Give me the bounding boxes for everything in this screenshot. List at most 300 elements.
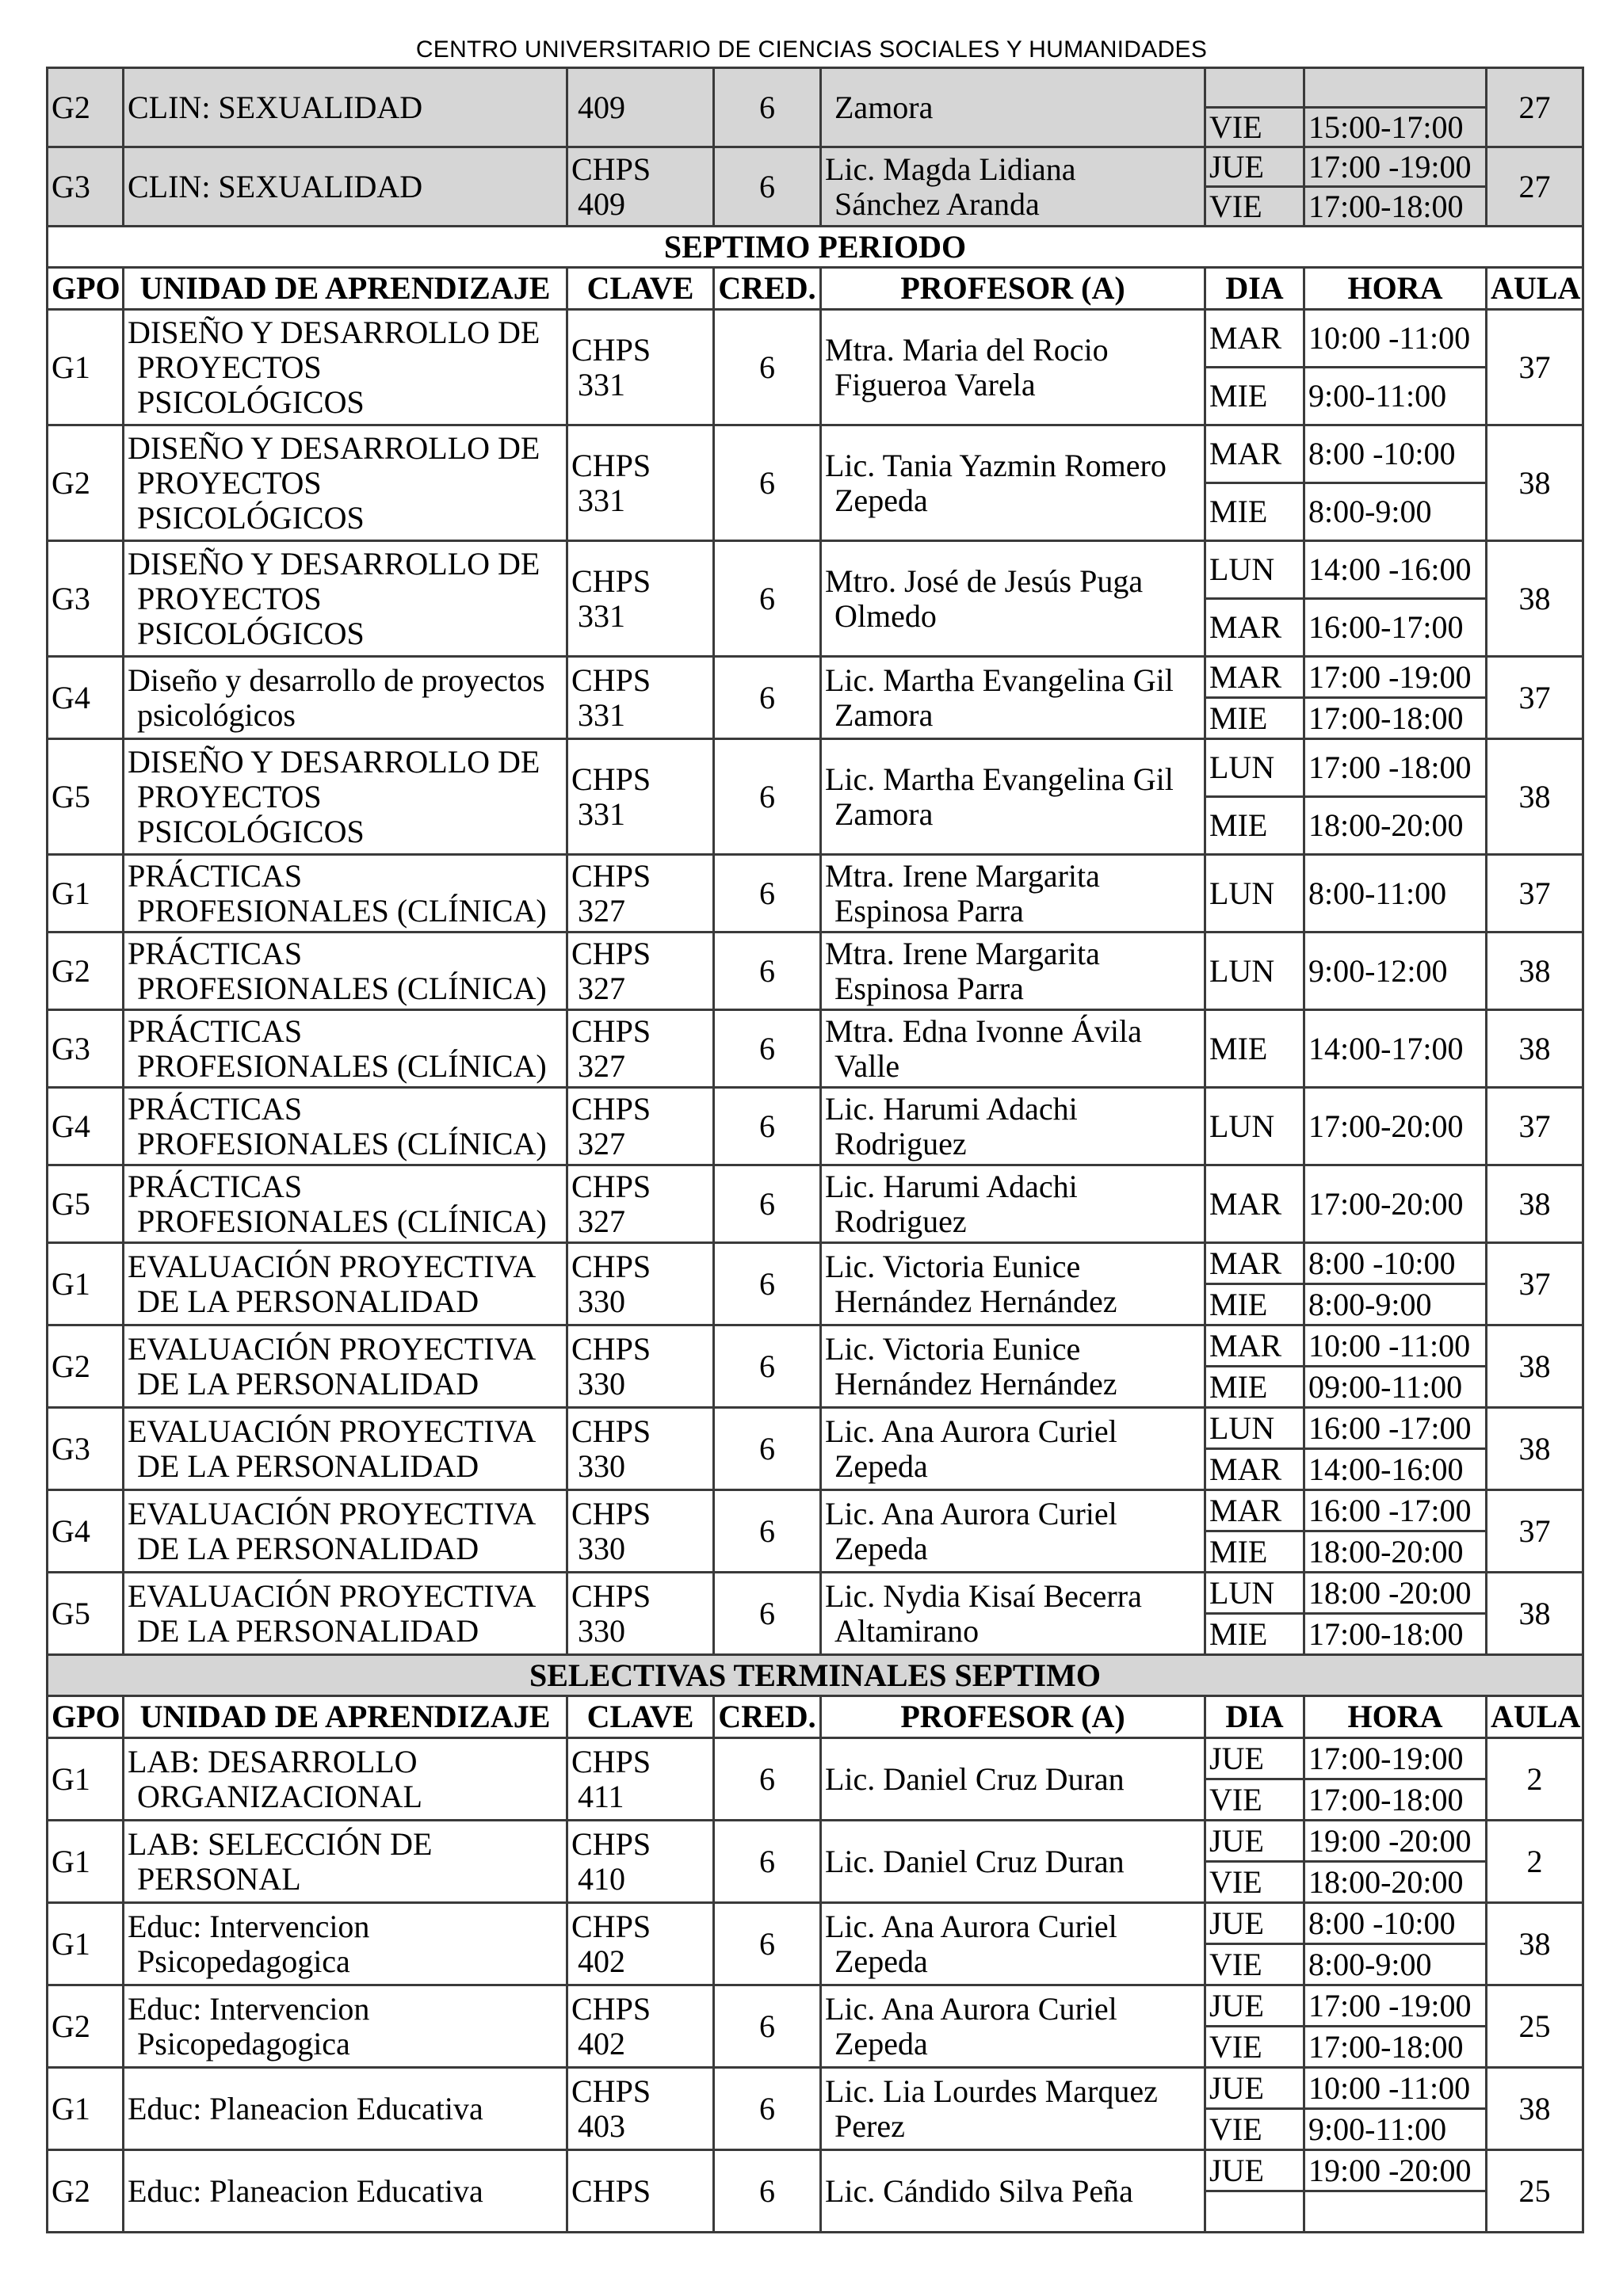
credits-cell: 6 bbox=[714, 657, 821, 739]
credits-cell: 6 bbox=[714, 1903, 821, 1985]
professor-cell-line: Mtra. Irene Margarita bbox=[825, 935, 1100, 971]
professor-cell-line: Zepeda bbox=[834, 1447, 928, 1484]
credits-cell: 6 bbox=[714, 1243, 821, 1325]
subject-cell bbox=[124, 1738, 567, 1821]
day-cell: JUE bbox=[1205, 1985, 1304, 2027]
table-row bbox=[48, 2068, 1583, 2109]
subject-cell-line: PROYECTOS bbox=[137, 349, 322, 385]
day-cell: MAR bbox=[1205, 1165, 1304, 1243]
professor-cell bbox=[821, 310, 1205, 425]
section-title: SEPTIMO PERIODO bbox=[48, 227, 1583, 268]
professor-cell-line: Lic. Cándido Silva Peña bbox=[825, 2172, 1133, 2209]
professor-cell-line: Lic. Martha Evangelina Gil bbox=[825, 761, 1174, 797]
table-row bbox=[48, 1010, 1583, 1088]
day-cell: MIE bbox=[1205, 1284, 1304, 1325]
selectivas-section bbox=[48, 1655, 1583, 2233]
subject-cell-line: DISEÑO Y DESARROLLO DE bbox=[128, 314, 540, 350]
professor-cell-line: Lic. Victoria Eunice bbox=[825, 1330, 1081, 1367]
day-cell: LUN bbox=[1205, 933, 1304, 1010]
subject-cell bbox=[124, 1243, 567, 1325]
professor-cell-line: Lic. Martha Evangelina Gil bbox=[825, 662, 1174, 698]
subject-cell bbox=[124, 1088, 567, 1165]
time-cell bbox=[1304, 2191, 1487, 2233]
time-cell: 8:00 -10:00 bbox=[1304, 1903, 1487, 1944]
professor-cell-line: Perez bbox=[834, 2107, 905, 2144]
time-cell: 14:00-16:00 bbox=[1304, 1449, 1487, 1490]
room-cell: 37 bbox=[1487, 310, 1583, 425]
professor-cell bbox=[821, 541, 1205, 657]
professor-cell bbox=[821, 1903, 1205, 1985]
credits-cell: 6 bbox=[714, 2150, 821, 2233]
table-row bbox=[48, 147, 1583, 187]
time-cell: 17:00-20:00 bbox=[1304, 1165, 1487, 1243]
time-cell: 8:00 -10:00 bbox=[1304, 425, 1487, 483]
table-row bbox=[48, 310, 1583, 368]
professor-cell-line: Lic. Tania Yazmin Romero bbox=[825, 447, 1167, 483]
course-key-cell bbox=[567, 1010, 714, 1088]
course-key-cell-line: 402 bbox=[578, 2025, 625, 2061]
table-row bbox=[48, 1985, 1583, 2027]
time-cell: 16:00 -17:00 bbox=[1304, 1408, 1487, 1449]
course-key-cell-line: 327 bbox=[578, 1203, 625, 1239]
room-cell: 38 bbox=[1487, 1325, 1583, 1408]
room-cell: 38 bbox=[1487, 1165, 1583, 1243]
professor-cell-line: Lic. Magda Lidiana bbox=[825, 151, 1076, 187]
table-row bbox=[48, 425, 1583, 483]
course-key-cell bbox=[567, 2068, 714, 2150]
course-key-cell-line: 331 bbox=[578, 482, 625, 518]
day-cell: VIE bbox=[1205, 187, 1304, 227]
professor-cell-line: Hernández Hernández bbox=[834, 1365, 1117, 1402]
course-key-cell-line: CHPS bbox=[571, 1990, 651, 2027]
professor-cell-line: Lic. Ana Aurora Curiel bbox=[825, 1990, 1117, 2027]
professor-cell-line: Rodriguez bbox=[834, 1125, 967, 1161]
section-title-row bbox=[48, 1655, 1583, 1696]
group-cell: G5 bbox=[48, 739, 124, 855]
professor-cell bbox=[821, 933, 1205, 1010]
professor-cell-line: Mtra. Edna Ivonne Ávila bbox=[825, 1013, 1142, 1049]
subject-cell-line: Diseño y desarrollo de proyectos bbox=[128, 662, 545, 698]
subject-cell-line: DISEÑO Y DESARROLLO DE bbox=[128, 743, 540, 780]
day-cell: JUE bbox=[1205, 2068, 1304, 2109]
table-row bbox=[48, 1408, 1583, 1449]
subject-cell-line: ORGANIZACIONAL bbox=[137, 1778, 422, 1814]
column-header-aula: AULA bbox=[1487, 1696, 1583, 1738]
course-key-cell-line: 402 bbox=[578, 1943, 625, 1979]
course-key-cell bbox=[567, 739, 714, 855]
credits-cell: 6 bbox=[714, 310, 821, 425]
room-cell: 38 bbox=[1487, 1010, 1583, 1088]
course-key-cell-line: CHPS bbox=[571, 1168, 651, 1204]
course-key-cell bbox=[567, 1088, 714, 1165]
course-key-cell bbox=[567, 425, 714, 541]
professor-cell-line: Rodriguez bbox=[834, 1203, 967, 1239]
column-header-gpo: GPO bbox=[48, 1696, 124, 1738]
time-cell: 17:00-18:00 bbox=[1304, 1779, 1487, 1821]
subject-cell bbox=[124, 1490, 567, 1573]
time-cell: 09:00-11:00 bbox=[1304, 1367, 1487, 1408]
professor-cell bbox=[821, 2150, 1205, 2233]
column-header-unidad: UNIDAD DE APRENDIZAJE bbox=[124, 1696, 567, 1738]
course-key-cell-line: CHPS bbox=[571, 1413, 651, 1449]
course-key-cell bbox=[567, 657, 714, 739]
professor-cell-line: Mtra. Irene Margarita bbox=[825, 857, 1100, 894]
professor-cell bbox=[821, 1985, 1205, 2068]
room-cell: 2 bbox=[1487, 1738, 1583, 1821]
course-key-cell bbox=[567, 147, 714, 227]
table-row bbox=[48, 1243, 1583, 1284]
course-key-cell bbox=[567, 1243, 714, 1325]
subject-cell-line: Psicopedagogica bbox=[137, 1943, 350, 1979]
group-cell: G1 bbox=[48, 310, 124, 425]
course-key-cell-line: 330 bbox=[578, 1612, 625, 1649]
day-cell: LUN bbox=[1205, 739, 1304, 797]
professor-cell bbox=[821, 1408, 1205, 1490]
course-key-cell-line: CHPS bbox=[571, 1090, 651, 1127]
group-cell: G1 bbox=[48, 1738, 124, 1821]
time-cell: 17:00 -18:00 bbox=[1304, 739, 1487, 797]
subject-cell-line: EVALUACIÓN PROYECTIVA bbox=[128, 1413, 537, 1449]
credits-cell: 6 bbox=[714, 147, 821, 227]
professor-cell bbox=[821, 425, 1205, 541]
room-cell: 38 bbox=[1487, 2068, 1583, 2150]
room-cell: 38 bbox=[1487, 1573, 1583, 1655]
column-header-hora: HORA bbox=[1304, 1696, 1487, 1738]
time-cell: 18:00-20:00 bbox=[1304, 1531, 1487, 1573]
septimo-section bbox=[48, 227, 1583, 1655]
section-title: SELECTIVAS TERMINALES SEPTIMO bbox=[48, 1655, 1583, 1696]
day-cell: MAR bbox=[1205, 310, 1304, 368]
column-header-profesor: PROFESOR (A) bbox=[821, 268, 1205, 310]
subject-cell-line: PROYECTOS bbox=[137, 464, 322, 501]
subject-cell-line: PSICOLÓGICOS bbox=[137, 615, 365, 651]
credits-cell: 6 bbox=[714, 855, 821, 933]
time-cell: 17:00-18:00 bbox=[1304, 1614, 1487, 1655]
time-cell: 19:00 -20:00 bbox=[1304, 2150, 1487, 2191]
subject-cell bbox=[124, 68, 567, 147]
course-key-cell bbox=[567, 1325, 714, 1408]
column-header-cred: CRED. bbox=[714, 268, 821, 310]
subject-cell-line: PROFESIONALES (CLÍNICA) bbox=[137, 892, 547, 929]
course-key-cell bbox=[567, 1165, 714, 1243]
group-cell: G2 bbox=[48, 68, 124, 147]
subject-cell-line: PROYECTOS bbox=[137, 580, 322, 616]
credits-cell: 6 bbox=[714, 1010, 821, 1088]
professor-cell-line: Lic. Daniel Cruz Duran bbox=[825, 1843, 1125, 1879]
subject-cell-line: PSICOLÓGICOS bbox=[137, 813, 365, 849]
group-cell: G5 bbox=[48, 1573, 124, 1655]
time-cell: 16:00 -17:00 bbox=[1304, 1490, 1487, 1531]
column-header-cred: CRED. bbox=[714, 1696, 821, 1738]
professor-cell-line: Zamora bbox=[834, 89, 934, 125]
room-cell: 38 bbox=[1487, 1903, 1583, 1985]
course-key-cell-line: CHPS bbox=[571, 935, 651, 971]
room-cell: 27 bbox=[1487, 147, 1583, 227]
professor-cell-line: Sánchez Aranda bbox=[834, 185, 1040, 222]
course-key-cell-line: CHPS bbox=[571, 1908, 651, 1944]
time-cell: 17:00-18:00 bbox=[1304, 698, 1487, 739]
subject-cell bbox=[124, 657, 567, 739]
course-key-cell bbox=[567, 1738, 714, 1821]
day-cell: VIE bbox=[1205, 1779, 1304, 1821]
course-key-cell-line: 409 bbox=[578, 185, 625, 222]
credits-cell: 6 bbox=[714, 739, 821, 855]
time-cell: 18:00-20:00 bbox=[1304, 797, 1487, 855]
course-key-cell-line: 411 bbox=[578, 1778, 624, 1814]
subject-cell bbox=[124, 541, 567, 657]
group-cell: G5 bbox=[48, 1165, 124, 1243]
group-cell: G1 bbox=[48, 855, 124, 933]
subject-cell-line: CLIN: SEXUALIDAD bbox=[128, 168, 423, 204]
day-cell: MIE bbox=[1205, 698, 1304, 739]
course-key-cell bbox=[567, 1490, 714, 1573]
day-cell bbox=[1205, 2191, 1304, 2233]
room-cell: 38 bbox=[1487, 1408, 1583, 1490]
day-cell: MAR bbox=[1205, 1490, 1304, 1531]
schedule-table bbox=[46, 67, 1584, 2233]
professor-cell bbox=[821, 1490, 1205, 1573]
subject-cell bbox=[124, 739, 567, 855]
subject-cell bbox=[124, 933, 567, 1010]
day-cell: MAR bbox=[1205, 425, 1304, 483]
subject-cell-line: EVALUACIÓN PROYECTIVA bbox=[128, 1495, 537, 1531]
subject-cell-line: PROFESIONALES (CLÍNICA) bbox=[137, 1125, 547, 1161]
subject-cell-line: Educ: Planeacion Educativa bbox=[128, 2090, 483, 2126]
course-key-cell bbox=[567, 1573, 714, 1655]
column-header-dia: DIA bbox=[1205, 1696, 1304, 1738]
course-key-cell bbox=[567, 1408, 714, 1490]
course-key-cell-line: 327 bbox=[578, 1125, 625, 1161]
professor-cell-line: Zamora bbox=[834, 795, 934, 832]
time-cell: 17:00-18:00 bbox=[1304, 187, 1487, 227]
course-key-cell-line: CHPS bbox=[571, 1330, 651, 1367]
group-cell: G3 bbox=[48, 147, 124, 227]
professor-cell-line: Espinosa Parra bbox=[834, 892, 1024, 929]
subject-cell-line: EVALUACIÓN PROYECTIVA bbox=[128, 1577, 537, 1614]
group-cell: G2 bbox=[48, 1985, 124, 2068]
subject-cell-line: PRÁCTICAS bbox=[128, 935, 303, 971]
professor-cell bbox=[821, 855, 1205, 933]
table-row bbox=[48, 1903, 1583, 1944]
room-cell: 27 bbox=[1487, 68, 1583, 147]
professor-cell-line: Olmedo bbox=[834, 597, 937, 634]
room-cell: 38 bbox=[1487, 425, 1583, 541]
table-row bbox=[48, 1088, 1583, 1165]
day-cell: MAR bbox=[1205, 1243, 1304, 1284]
time-cell: 17:00-20:00 bbox=[1304, 1088, 1487, 1165]
course-key-cell-line: 410 bbox=[578, 1860, 625, 1897]
subject-cell bbox=[124, 1985, 567, 2068]
day-cell: JUE bbox=[1205, 147, 1304, 187]
subject-cell bbox=[124, 2068, 567, 2150]
course-key-cell-line: CHPS bbox=[571, 662, 651, 698]
course-key-cell-line: 409 bbox=[578, 89, 625, 125]
room-cell: 25 bbox=[1487, 1985, 1583, 2068]
professor-cell-line: Zepeda bbox=[834, 482, 928, 518]
professor-cell-line: Lic. Nydia Kisaí Becerra bbox=[825, 1577, 1142, 1614]
course-key-cell-line: CHPS bbox=[571, 563, 651, 599]
course-key-cell-line: 330 bbox=[578, 1283, 625, 1319]
day-cell: MIE bbox=[1205, 483, 1304, 541]
table-row bbox=[48, 1165, 1583, 1243]
professor-cell-line: Lic. Ana Aurora Curiel bbox=[825, 1495, 1117, 1531]
time-cell: 15:00-17:00 bbox=[1304, 108, 1487, 147]
professor-cell bbox=[821, 68, 1205, 147]
course-key-cell-line: CHPS bbox=[571, 447, 651, 483]
time-cell: 18:00 -20:00 bbox=[1304, 1573, 1487, 1614]
course-key-cell-line: CHPS bbox=[571, 1825, 651, 1862]
column-header-unidad: UNIDAD DE APRENDIZAJE bbox=[124, 268, 567, 310]
credits-cell: 6 bbox=[714, 1738, 821, 1821]
room-cell: 38 bbox=[1487, 933, 1583, 1010]
course-key-cell-line: 403 bbox=[578, 2107, 625, 2144]
course-key-cell-line: 330 bbox=[578, 1530, 625, 1566]
subject-cell-line: DE LA PERSONALIDAD bbox=[137, 1612, 479, 1649]
room-cell: 37 bbox=[1487, 1490, 1583, 1573]
time-cell: 10:00 -11:00 bbox=[1304, 2068, 1487, 2109]
professor-cell bbox=[821, 739, 1205, 855]
day-cell: LUN bbox=[1205, 1573, 1304, 1614]
group-cell: G2 bbox=[48, 425, 124, 541]
subject-cell-line: psicológicos bbox=[137, 696, 296, 733]
course-key-cell bbox=[567, 1985, 714, 2068]
subject-cell-line: Educ: Planeacion Educativa bbox=[128, 2172, 483, 2209]
subject-cell-line: PSICOLÓGICOS bbox=[137, 499, 365, 536]
time-cell: 17:00-19:00 bbox=[1304, 1738, 1487, 1779]
room-cell: 25 bbox=[1487, 2150, 1583, 2233]
group-cell: G2 bbox=[48, 933, 124, 1010]
subject-cell bbox=[124, 147, 567, 227]
credits-cell: 6 bbox=[714, 933, 821, 1010]
course-key-cell bbox=[567, 2150, 714, 2233]
subject-cell bbox=[124, 1010, 567, 1088]
subject-cell bbox=[124, 1165, 567, 1243]
course-key-cell-line: CHPS bbox=[571, 857, 651, 894]
group-cell: G3 bbox=[48, 1010, 124, 1088]
course-key-cell-line: 327 bbox=[578, 892, 625, 929]
course-key-cell bbox=[567, 1821, 714, 1903]
room-cell: 2 bbox=[1487, 1821, 1583, 1903]
subject-cell-line: PROFESIONALES (CLÍNICA) bbox=[137, 1203, 547, 1239]
subject-cell-line: PROFESIONALES (CLÍNICA) bbox=[137, 970, 547, 1006]
course-key-cell bbox=[567, 310, 714, 425]
course-key-cell bbox=[567, 541, 714, 657]
course-key-cell-line: CHPS bbox=[571, 1495, 651, 1531]
day-cell: VIE bbox=[1205, 1862, 1304, 1903]
time-cell: 16:00-17:00 bbox=[1304, 599, 1487, 657]
time-cell: 8:00-9:00 bbox=[1304, 483, 1487, 541]
subject-cell-line: CLIN: SEXUALIDAD bbox=[128, 89, 423, 125]
subject-cell-line: DE LA PERSONALIDAD bbox=[137, 1283, 479, 1319]
column-header-gpo: GPO bbox=[48, 268, 124, 310]
professor-cell-line: Lic. Ana Aurora Curiel bbox=[825, 1413, 1117, 1449]
professor-cell bbox=[821, 2068, 1205, 2150]
column-header-profesor: PROFESOR (A) bbox=[821, 1696, 1205, 1738]
credits-cell: 6 bbox=[714, 1165, 821, 1243]
time-cell: 9:00-11:00 bbox=[1304, 2109, 1487, 2150]
group-cell: G1 bbox=[48, 1821, 124, 1903]
group-cell: G1 bbox=[48, 1903, 124, 1985]
day-cell: JUE bbox=[1205, 1821, 1304, 1862]
professor-cell-line: Altamirano bbox=[834, 1612, 980, 1649]
day-cell: MIE bbox=[1205, 1010, 1304, 1088]
day-cell: MIE bbox=[1205, 1531, 1304, 1573]
course-key-cell-line: CHPS bbox=[571, 1577, 651, 1614]
professor-cell bbox=[821, 1165, 1205, 1243]
time-cell: 18:00-20:00 bbox=[1304, 1862, 1487, 1903]
group-cell: G3 bbox=[48, 1408, 124, 1490]
day-cell: MIE bbox=[1205, 368, 1304, 425]
subject-cell bbox=[124, 2150, 567, 2233]
course-key-cell-line: 331 bbox=[578, 597, 625, 634]
professor-cell-line: Lic. Harumi Adachi bbox=[825, 1168, 1078, 1204]
table-row bbox=[48, 1325, 1583, 1367]
professor-cell bbox=[821, 1821, 1205, 1903]
professor-cell-line: Espinosa Parra bbox=[834, 970, 1024, 1006]
subject-cell-line: DE LA PERSONALIDAD bbox=[137, 1365, 479, 1402]
day-cell: JUE bbox=[1205, 2150, 1304, 2191]
section-title-row bbox=[48, 227, 1583, 268]
table-row bbox=[48, 933, 1583, 1010]
day-cell: MAR bbox=[1205, 1449, 1304, 1490]
table-row bbox=[48, 855, 1583, 933]
credits-cell: 6 bbox=[714, 1490, 821, 1573]
course-key-cell bbox=[567, 855, 714, 933]
day-cell: JUE bbox=[1205, 1903, 1304, 1944]
day-cell: JUE bbox=[1205, 1738, 1304, 1779]
course-key-cell-line: 331 bbox=[578, 696, 625, 733]
professor-cell bbox=[821, 147, 1205, 227]
subject-cell-line: PRÁCTICAS bbox=[128, 1013, 303, 1049]
column-header-hora: HORA bbox=[1304, 268, 1487, 310]
time-cell: 10:00 -11:00 bbox=[1304, 1325, 1487, 1367]
professor-cell-line: Lic. Victoria Eunice bbox=[825, 1248, 1081, 1284]
table-row bbox=[48, 1821, 1583, 1862]
professor-cell bbox=[821, 1325, 1205, 1408]
group-cell: G1 bbox=[48, 1243, 124, 1325]
day-cell: MIE bbox=[1205, 1614, 1304, 1655]
course-key-cell-line: 331 bbox=[578, 366, 625, 402]
time-cell: 19:00 -20:00 bbox=[1304, 1821, 1487, 1862]
group-cell: G2 bbox=[48, 2150, 124, 2233]
subject-cell-line: EVALUACIÓN PROYECTIVA bbox=[128, 1248, 537, 1284]
group-cell: G2 bbox=[48, 1325, 124, 1408]
subject-cell-line: Psicopedagogica bbox=[137, 2025, 350, 2061]
day-cell: MIE bbox=[1205, 1367, 1304, 1408]
professor-cell-line: Valle bbox=[834, 1047, 900, 1084]
day-cell: LUN bbox=[1205, 1408, 1304, 1449]
professor-cell-line: Figueroa Varela bbox=[834, 366, 1036, 402]
course-key-cell-line: 330 bbox=[578, 1447, 625, 1484]
time-cell: 9:00-11:00 bbox=[1304, 368, 1487, 425]
professor-cell bbox=[821, 1088, 1205, 1165]
room-cell: 37 bbox=[1487, 657, 1583, 739]
time-cell: 8:00-9:00 bbox=[1304, 1284, 1487, 1325]
subject-cell-line: LAB: DESARROLLO bbox=[128, 1743, 418, 1779]
subject-cell-line: PERSONAL bbox=[137, 1860, 301, 1897]
professor-cell bbox=[821, 1738, 1205, 1821]
subject-cell bbox=[124, 310, 567, 425]
subject-cell-line: PRÁCTICAS bbox=[128, 857, 303, 894]
group-cell: G4 bbox=[48, 1088, 124, 1165]
time-cell: 14:00-17:00 bbox=[1304, 1010, 1487, 1088]
top-section bbox=[48, 68, 1583, 227]
course-key-cell bbox=[567, 68, 714, 147]
course-key-cell-line: 327 bbox=[578, 1047, 625, 1084]
credits-cell: 6 bbox=[714, 1821, 821, 1903]
credits-cell: 6 bbox=[714, 425, 821, 541]
day-cell: MAR bbox=[1205, 599, 1304, 657]
